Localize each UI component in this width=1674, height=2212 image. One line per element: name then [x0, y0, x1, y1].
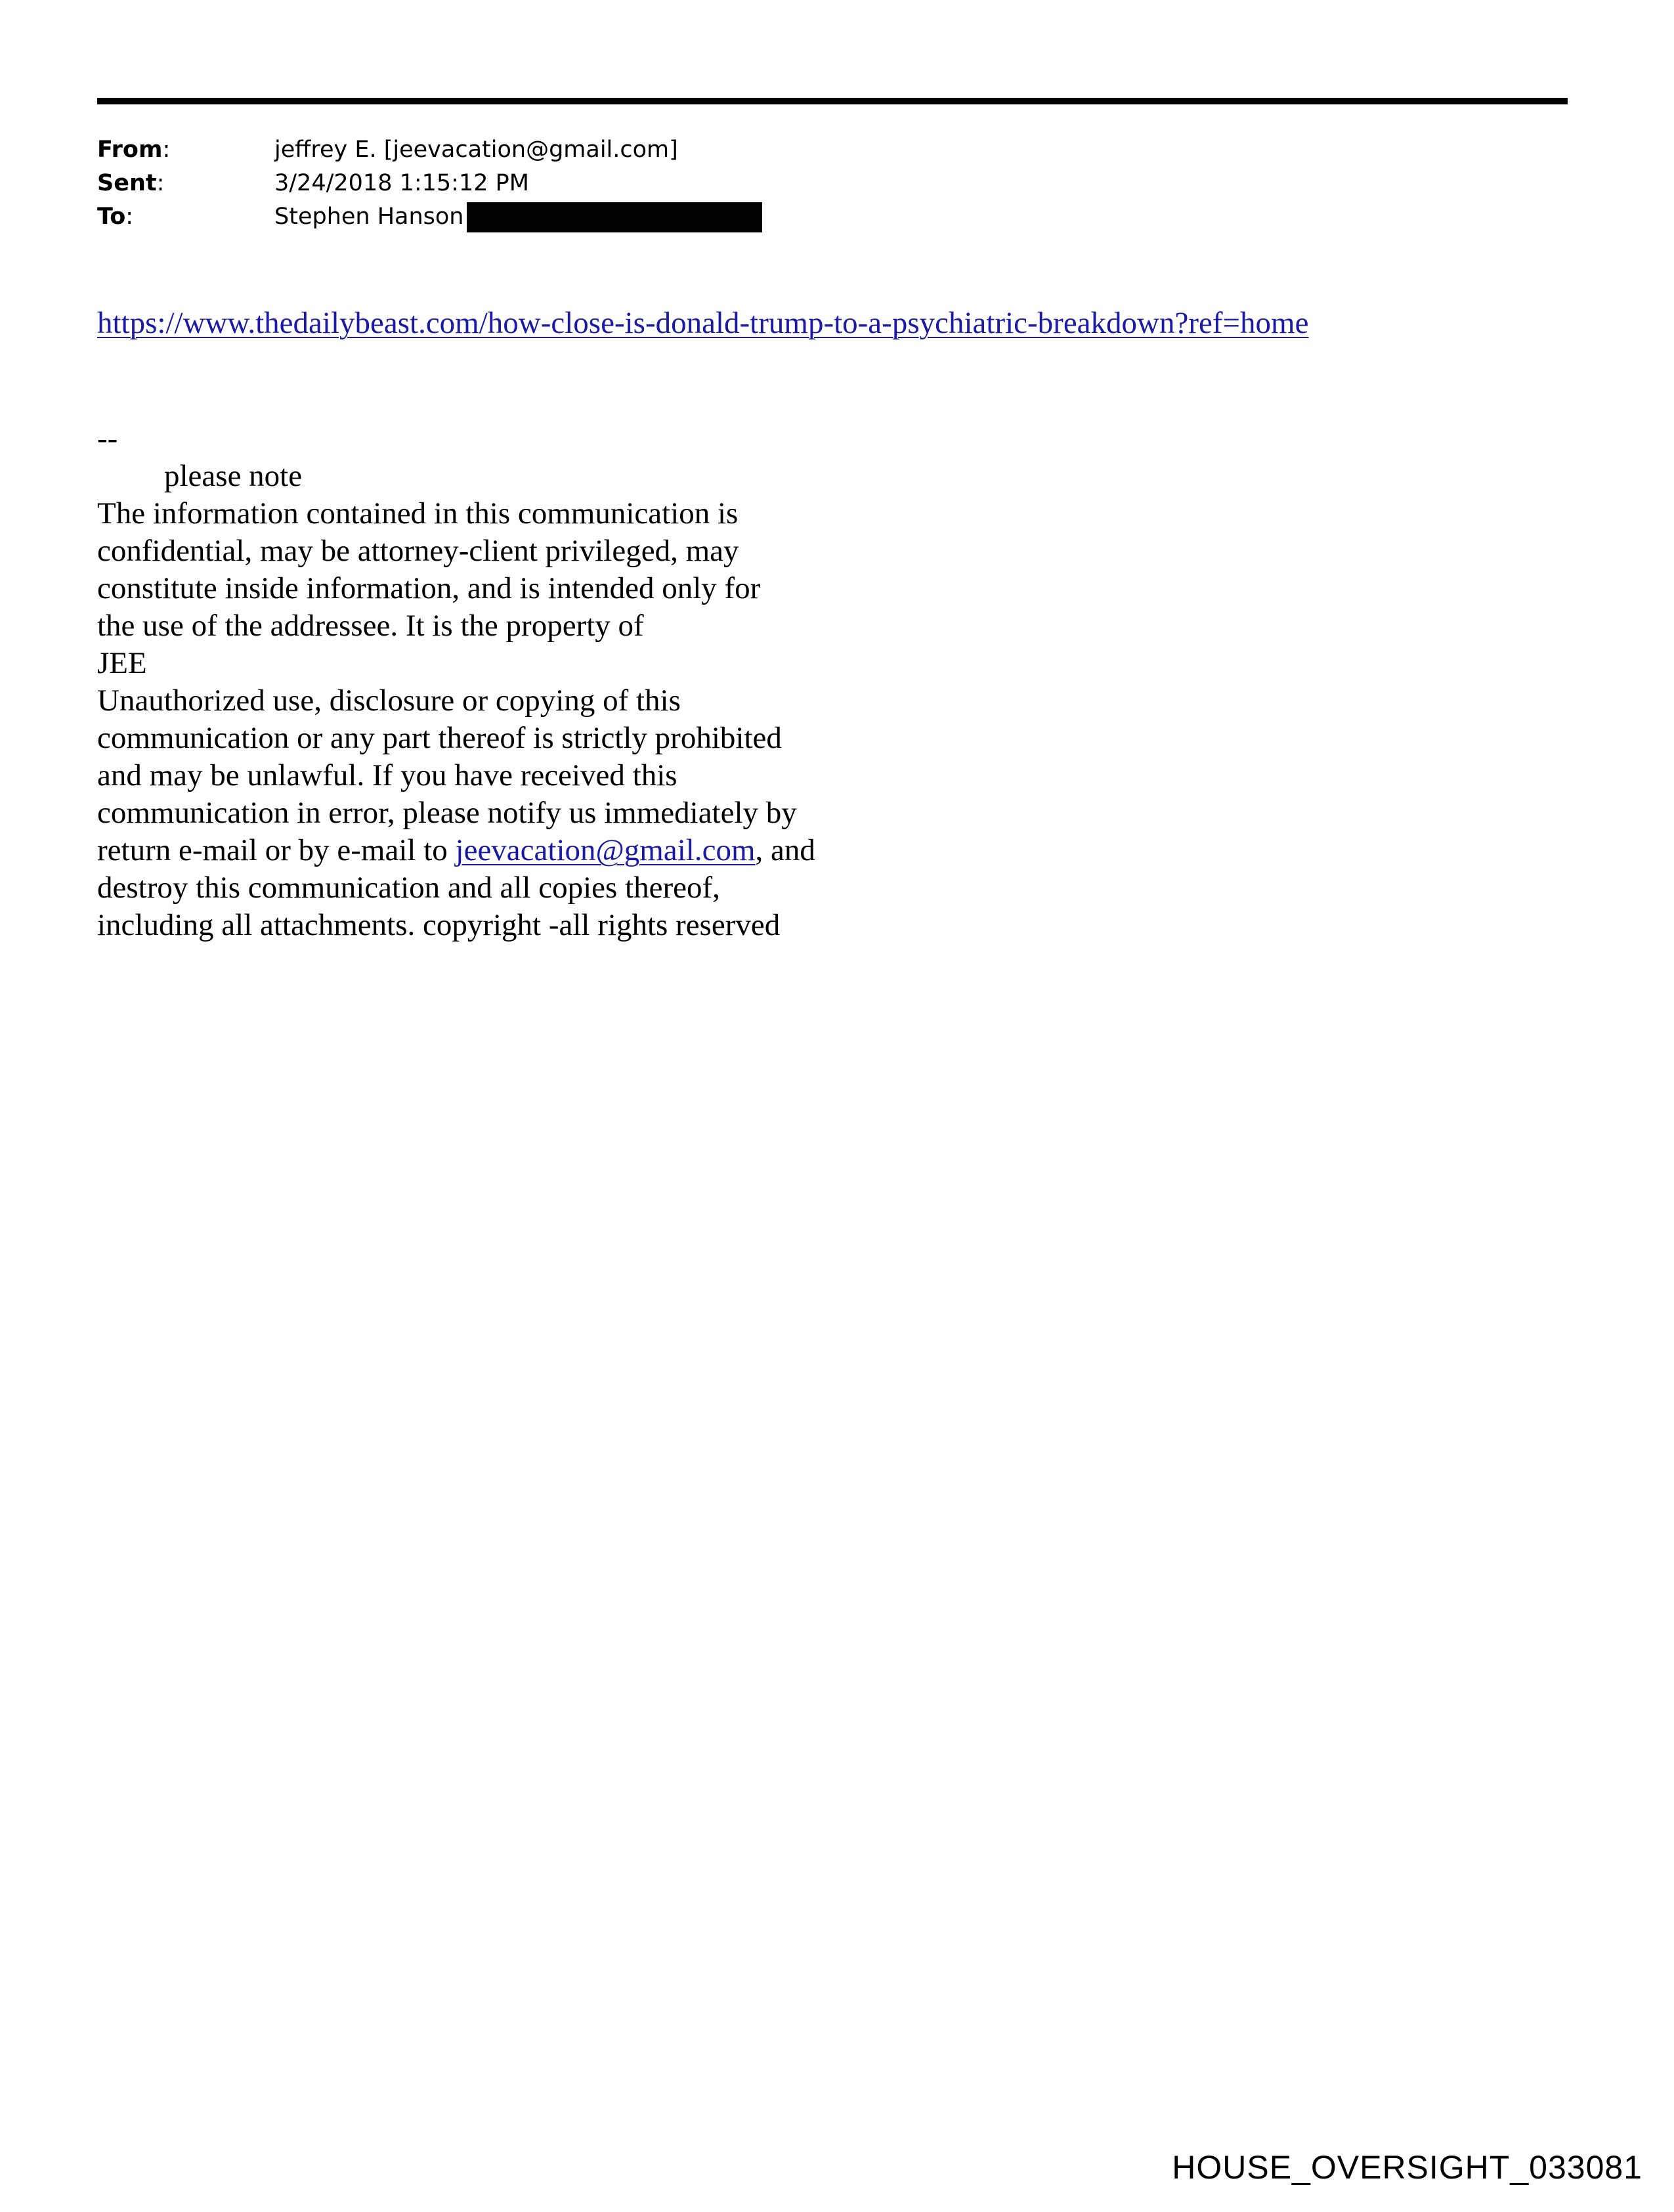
redaction-block: [467, 202, 762, 232]
article-link-line: [97, 303, 1308, 343]
from-row: [97, 133, 762, 167]
sent-label: Sent:: [97, 170, 165, 196]
sent-row: [97, 167, 762, 200]
please-note: please note: [164, 459, 303, 493]
article-link[interactable]: https://www.thedailybeast.com/how-close-is-donald-trump-to-a-psychiatric-breakdown?ref=home: [97, 306, 1309, 340]
disclaimer-line: communication in error, please notify us immediately by: [97, 796, 797, 830]
disclaimer-line: The information contained in this communication is: [97, 496, 739, 531]
to-label: To:: [97, 204, 134, 230]
signature-block: [97, 420, 815, 944]
disclaimer-line: confidential, may be attorney-client privileged, may: [97, 534, 739, 568]
from-label: From:: [97, 137, 171, 163]
disclaimer-line-return: return e-mail or by e-mail to jeevacation@gmail.com, and: [97, 833, 815, 867]
disclaimer-line: Unauthorized use, disclosure or copying of this: [97, 683, 681, 718]
sent-value: 3/24/2018 1:15:12 PM: [274, 170, 529, 196]
top-rule: [97, 98, 1568, 104]
disclaimer-line: including all attachments. copyright -all rights reserved: [97, 908, 781, 942]
disclaimer-line: JEE: [97, 646, 147, 680]
to-row: [97, 200, 762, 234]
to-value: Stephen Hanson: [274, 204, 464, 230]
bates-number: HOUSE_OVERSIGHT_033081: [1172, 2149, 1642, 2186]
signature-separator: --: [97, 422, 118, 456]
disclaimer-line: constitute inside information, and is intended only for: [97, 571, 761, 605]
disclaimer-line: communication or any part thereof is strictly prohibited: [97, 721, 782, 755]
email-link[interactable]: jeevacation@gmail.com: [455, 833, 756, 867]
disclaimer-line: the use of the addressee. It is the property of: [97, 609, 644, 643]
disclaimer-line: and may be unlawful. If you have received this: [97, 758, 677, 792]
from-value: jeffrey E. [jeevacation@gmail.com]: [274, 137, 678, 163]
email-header: [97, 133, 762, 234]
disclaimer-line: destroy this communication and all copies thereof,: [97, 871, 720, 905]
